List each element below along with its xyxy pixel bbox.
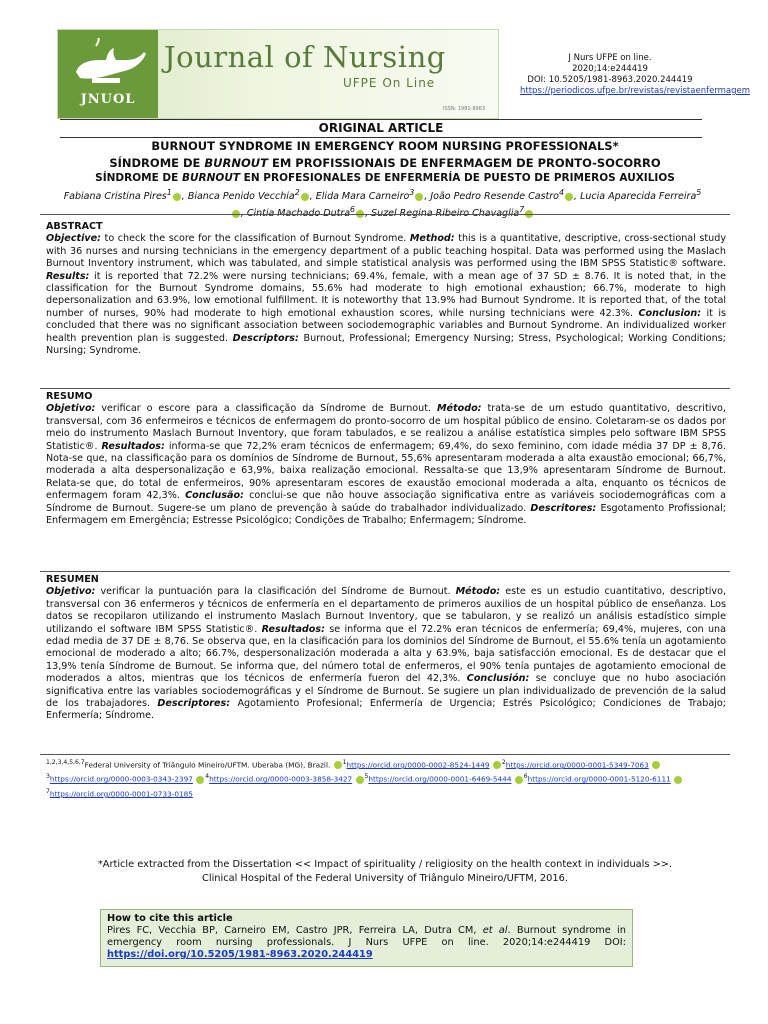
resumen-heading: RESUMEN xyxy=(46,574,99,585)
cite-doi: DOI: 10.5205/1981-8963.2020.244419 xyxy=(527,75,693,85)
orcid-icon xyxy=(493,761,501,769)
orcid-icon xyxy=(652,761,660,769)
orcid-link[interactable]: https://orcid.org/0000-0002-8524-1449 xyxy=(346,760,490,770)
orcid-icon[interactable] xyxy=(173,193,181,201)
orcid-link[interactable]: https://orcid.org/0000-0001-6469-5444 xyxy=(368,774,512,784)
doi-link[interactable]: https://doi.org/10.5205/1981-8963.2020.244419 xyxy=(107,949,373,960)
resumo-body: Objetivo: verificar o escore para a classificação da Síndrome de Burnout. Método: trata-se de um estudo quantitativo, descritivo, transversal, com 36 enfermeiros e técnicos de enfermagem do pronto-socorro de um hospital público de ensino. Coletaram-se os dados por meio do instrumento Maslach Burnout Inventory, que foram tabulados, e se realizou a análise estatística simples pelo software IBM SPSS Statistic®. Resultados: informa-se que 72,2% eram técnicos de enfermagem; 69,4%, do sexo feminino, com idade média 37 DP ± 8,76. Nota-se que, na classificação para os domínios de Síndrome de Burnout, 55,6% apresentaram moderada a alta exaustão emocional; 66,7%, moderada a alta despersonalização e 63,9%, baixa realização emocional. Ressalta-se que 13,9% apresentaram Síndrome de Burnout. Relata-se que, do total de enfermeiros, 90% apresentaram escores de exaustão emocional moderada a alta, enquanto os técnicos de enfermagem foram 42,3%. Conclusão: conclui-se que não houve associação significativa entre as variáveis sociodemográficas com a Síndrome de Burnout. Sugere-se um plano de prevenção à saúde do trabalhador individualizado. Descritores: Esgotamento Profissional; Enfermagem em Emergência; Estresse Psicológico; Condições de Trabalho; Enfermagem; Síndrome. xyxy=(46,403,726,527)
citation-info xyxy=(520,53,751,97)
author: Suzel Regina Ribeiro Chavaglia$^7$ xyxy=(371,208,534,219)
divider xyxy=(40,388,730,389)
resumo-section xyxy=(46,391,726,527)
how-to-cite-heading: How to cite this article xyxy=(107,913,233,924)
resumo-heading: RESUMO xyxy=(46,391,93,402)
author: Cintia Machado Dutra$^6$ xyxy=(247,208,365,219)
journal-banner xyxy=(57,29,499,119)
orcid-icon xyxy=(196,776,204,784)
author: Elida Mara Carneiro$^3$ xyxy=(316,191,425,202)
resumen-section xyxy=(46,574,726,723)
orcid-icon[interactable] xyxy=(301,193,309,201)
issn: ISSN: 1981-8963 xyxy=(443,106,486,112)
abstract-body: Objective: to check the score for the classification of Burnout Syndrome. Method: this is a quantitative, descriptive, cross-sectional study with 36 nurses and nursing technicians in the emergency department of a public teaching hospital. Data was performed using the Maslach Burnout Inventory instrument, which was tabulated, and simple statistical analysis was performed using the IBM SPSS Statistic® software. Results: it is reported that 72.2% were nursing technicians; 69.4%, female, with a mean age of 37 SD ± 8.76. It is noted that, in the classification for the Burnout Syndrome domains, 55.6% had moderate to high emotional exhaustion; 66.7%, moderate to high depersonalization and 63.9%, low emotional fulfillment. It is noteworthy that 13.9% had Burnout Syndrome. It is reported that, of the total number of nurses, 90% had moderate to high emotional exhaustion scores, while nursing technicians were 42.3%. Conclusion: it is concluded that there was no significant association between sociodemographic variables and Burnout Syndrome. An individualized worker health prevention plan is suggested. Descriptors: Burnout, Professional; Emergency Nursing; Stress, Psychological; Working Conditions; Nursing; Syndrome. xyxy=(46,233,727,357)
logo-text: JNUOL xyxy=(80,92,136,107)
footnote-line-1: *Article extracted from the Dissertation << Impact of spirituality / religiosity on the health context in individuals >>. xyxy=(97,859,673,870)
cite-line-1: J Nurs UFPE on line. xyxy=(568,53,652,63)
orcid-icon[interactable] xyxy=(565,193,573,201)
author: Bianca Penido Vecchia$^2$ xyxy=(188,191,310,202)
divider xyxy=(40,214,730,215)
abstract-heading: ABSTRACT xyxy=(46,221,103,232)
resumen-body: Objetivo: verificar la puntuación para la clasificación del Síndrome de Burnout. Método: este es un estudio cuantitativo, descriptivo, transversal con 36 enfermeros y técnicos de enfermería en el departamento de primeros auxilios de un hospital público de enseñanza. Los datos se recopilaron utilizando el instrumento Maslach Burnout Inventory, que se tabularon, y se realizó un análisis estadístico simple utilizando el software IBM SPSS Statistic®. Resultados: se informa que el 72.2% eran técnicos de enfermería; 69,4%, mujeres, con una edad media de 37 DE ± 8,76. Se observa que, en la clasificación para los dominios del Síndrome de Burnout, el 55.6% tenía un agotamiento emocional de moderado a alto; 66.7%, despersonalización moderada a alta y 63.9%, baja satisfacción emocional. Es de destacar que el 13,9% tenía Síndrome de Burnout. Se informa que, del número total de enfermeros, el 90% tenía puntajes de agotamiento emocional de moderados a altos, mientras que los técnicos de enfermería fueron del 42,3%. Conclusión: se concluye que no hubo asociación significativa entre las variables sociodemográficas y el Síndrome de Burnout. Se sugiere un plan individualizado de prevención de la salud de los trabajadores. Descriptores: Agotamiento Profesional; Enfermería de Urgencia; Estrés Psicológico; Condiciones de Trabajo; Enfermería; Síndrome. xyxy=(46,586,727,722)
affiliation: $^{1,2,3,4,5,6,7}$Federal University of Triângulo Mineiro/UFTM. Uberaba (MG), Brazil. $^1$https://orcid.org/0000-0002-8524-1449 $^2$https://orcid.org/0000-0001-5349-7063 $^3$https://orcid.org/0000-0003-0343-2397 $^4$https://orcid.org/0000-0003-3858-3427 $^5$https://orcid.org/0000-0001-6469-5444 $^6$https://orcid.org/0000-0001-5120-6111 $^7$https://orcid.org/0000-0001-0733-0185 xyxy=(46,757,726,800)
title-english: BURNOUT SYNDROME IN EMERGENCY ROOM NURSING PROFESSIONALS* xyxy=(151,139,619,153)
journal-subtitle: UFPE On Line xyxy=(343,76,436,90)
orcid-icon xyxy=(356,776,364,784)
journal-title: Journal of Nursing xyxy=(164,40,446,74)
title-spanish: SÍNDROME DE BURNOUT EN PROFESIONALES DE ENFERMERÍA DE PUESTO DE PRIMEROS AUXILIOS xyxy=(95,172,675,184)
how-to-cite-box: How to cite this article Pires FC, Vecchia BP, Carneiro EM, Castro JPR, Ferreira LA, Dutra CM, et al. Burnout syndrome in emergency room nursing professionals. J Nurs UFPE on line. 2020;14:e244419 DOI: https://doi.org/10.5205/1981-8963.2020.244419 xyxy=(100,909,633,967)
author: Fabiana Cristina Pires$^1$ xyxy=(64,191,182,202)
orcid-link[interactable]: https://orcid.org/0000-0001-5349-7063 xyxy=(505,760,649,770)
cite-line-2: 2020;14:e244419 xyxy=(572,64,648,74)
orcid-link[interactable]: https://orcid.org/0000-0003-0343-2397 xyxy=(49,774,193,784)
orcid-icon xyxy=(674,776,682,784)
orcid-link[interactable]: https://orcid.org/0000-0001-5120-6111 xyxy=(527,774,671,784)
journal-logo xyxy=(58,30,158,118)
journal-url-link[interactable]: https://periodicos.ufpe.br/revistas/revistaenfermagem xyxy=(520,86,751,96)
orcid-icon xyxy=(515,776,523,784)
footnote-line-2: Clinical Hospital of the Federal University of Triângulo Mineiro/UFTM, 2016. xyxy=(202,873,568,884)
oil-lamp-icon xyxy=(66,38,150,90)
article-footnote xyxy=(40,858,730,886)
title-portuguese: SÍNDROME DE BURNOUT EM PROFISSIONAIS DE ENFERMAGEM DE PRONTO-SOCORRO xyxy=(109,156,661,170)
author: Lucia Aparecida Ferreira$^5$ xyxy=(231,191,702,219)
author: João Pedro Resende Castro$^4$ xyxy=(430,191,574,202)
article-type: ORIGINAL ARTICLE xyxy=(60,119,702,138)
divider xyxy=(40,754,730,755)
orcid-link[interactable]: https://orcid.org/0000-0003-3858-3427 xyxy=(209,774,353,784)
orcid-icon[interactable] xyxy=(415,193,423,201)
orcid-icon xyxy=(334,761,342,769)
abstract-section xyxy=(46,221,726,357)
author-list: Fabiana Cristina Pires$^1$ , Bianca Penido Vecchia$^2$ , Elida Mara Carneiro$^3$ , João Pedro Resende Castro$^4$ , Lucia Aparecida Ferreira$^5$, Cintia Machado Dutra$^6$ , Suzel Regina Ribeiro Chavaglia$^7$ xyxy=(63,188,702,220)
orcid-link[interactable]: https://orcid.org/0000-0001-0733-0185 xyxy=(49,789,193,799)
divider xyxy=(40,571,730,572)
